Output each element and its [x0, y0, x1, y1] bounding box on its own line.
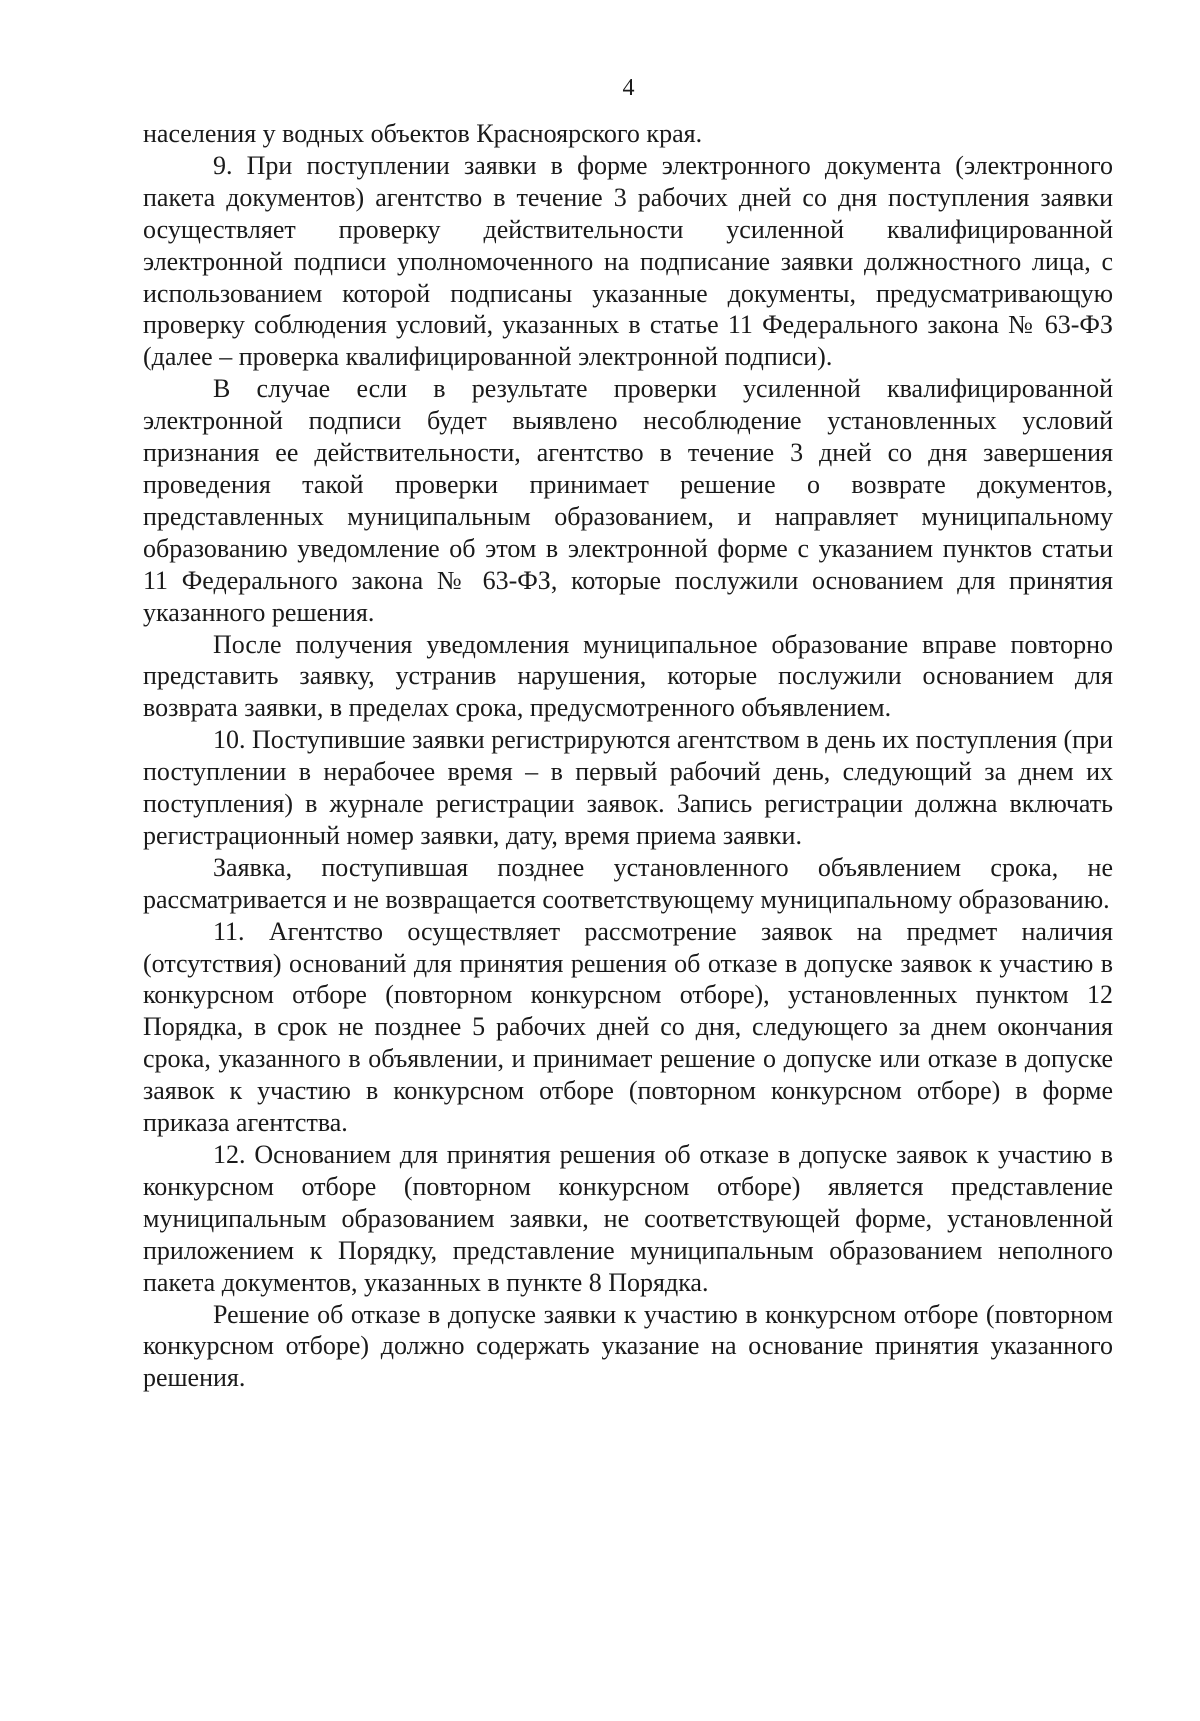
paragraph-item-10: 10. Поступившие заявки регистрируются агентством в день их поступления (при поступлении в нерабочее время – в первый рабочий день, следующий за днем их поступления) в журнале регистрации заявок. Запись регистрации должна включать регистрационный номер заявки, дату, время приема заявки.	[143, 725, 1113, 850]
paragraph-signature-check-failure: В случае если в результате проверки усиленной квалифицированной электронной подписи будет выявлено несоблюдение установленных условий признания ее действительности, агентство в течение 3 дней со дня завершения проведения такой проверки принимает решение о возврате документов, представленных муниципальным образованием, и направляет муниципальному образованию уведомление об этом в электронной форме с указанием пунктов статьи 11 Федерального закона № 63-ФЗ, которые послужили основанием для принятия указанного решения.	[143, 374, 1113, 627]
paragraph-item-9: 9. При поступлении заявки в форме электронного документа (электронного пакета документов) агентство в течение 3 рабочих дней со дня поступления заявки осуществляет проверку действительности усиленной квалифицированной электронной подписи уполномоченного на подписание заявки должностного лица, с использованием которой подписаны указанные документы, предусматривающую проверку соблюдения условий, указанных в статье 11 Федерального закона № 63-ФЗ (далее – проверка квалифицированной электронной подписи).	[143, 150, 1113, 372]
paragraph-resubmission: После получения уведомления муниципальное образование вправе повторно представить заявку, устранив нарушения, которые послужили основанием для возврата заявки, в пределах срока, предусмотренного объявлением.	[143, 629, 1113, 723]
page-number: 4	[622, 75, 635, 101]
document-body	[143, 118, 1113, 1394]
paragraph-rejection-decision: Решение об отказе в допуске заявки к участию в конкурсном отборе (повторном конкурсном отборе) должно содержать указание на основание принятия указанного решения.	[143, 1299, 1113, 1393]
paragraph-item-11: 11. Агентство осуществляет рассмотрение заявок на предмет наличия (отсутствия) оснований для принятия решения об отказе в допуске заявок к участию в конкурсном отборе (повторном конкурсном отборе), установленных пунктом 12 Порядка, в срок не позднее 5 рабочих дней со дня, следующего за днем окончания срока, указанного в объявлении, и принимает решение о допуске или отказе в допуске заявок к участию в конкурсном отборе (повторном конкурсном отборе) в форме приказа агентства.	[143, 916, 1113, 1138]
paragraph-late-application: Заявка, поступившая позднее установленного объявлением срока, не рассматривается и не возвращается соответствующему муниципальному образованию.	[143, 852, 1113, 914]
paragraph-continuation: населения у водных объектов Красноярского края.	[143, 119, 703, 148]
paragraph-item-12: 12. Основанием для принятия решения об отказе в допуске заявок к участию в конкурсном отборе (повторном конкурсном отборе) является представление муниципальным образованием заявки, не соответствующей форме, установленной приложением к Порядку, представление муниципальным образованием неполного пакета документов, указанных в пункте 8 Порядка.	[143, 1140, 1113, 1297]
